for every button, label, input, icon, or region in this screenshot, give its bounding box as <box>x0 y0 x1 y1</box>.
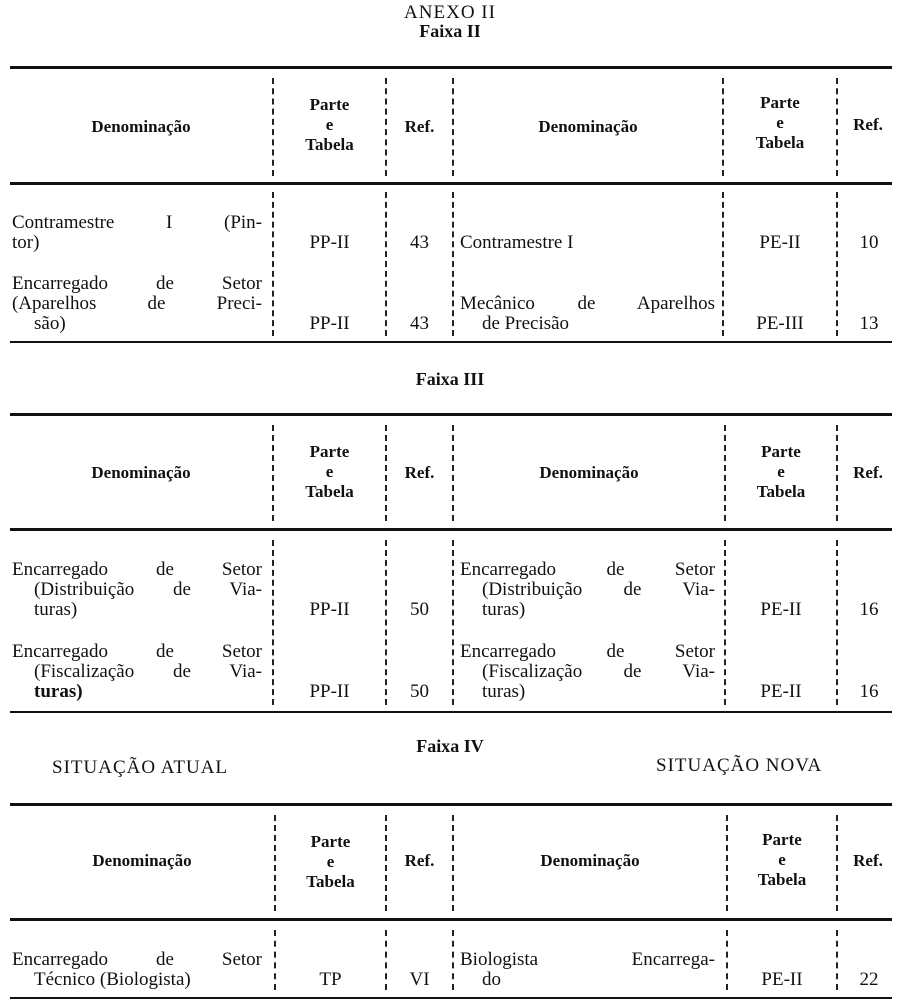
header-tabela: Tabela <box>757 870 807 889</box>
table-row <box>12 213 262 253</box>
rule-bottom <box>10 997 892 999</box>
table-row <box>460 294 715 334</box>
header-e: e <box>325 462 334 481</box>
header-denominacao: Denominação <box>540 851 640 870</box>
denominacao-text: do <box>482 969 501 990</box>
ref-cell: VI <box>409 969 430 990</box>
ref-cell: 50 <box>410 681 429 702</box>
table-row <box>12 274 262 334</box>
denominacao-text: Mecânico de Aparelhos <box>460 293 715 314</box>
denominacao-text: Encarregado de Setor <box>12 949 262 970</box>
header-e: e <box>776 113 784 132</box>
faixa-iv-title: Faixa IV <box>416 736 484 756</box>
header-parte: Parte <box>310 832 351 851</box>
faixa-ii-title: Faixa II <box>419 21 481 41</box>
denominacao-text: Encarregado de Setor <box>12 273 262 294</box>
header-tabela: Tabela <box>305 482 354 501</box>
header-denominacao: Denominação <box>538 117 638 136</box>
annex-title: ANEXO II <box>404 2 496 23</box>
denominacao-text: tor) <box>12 232 40 253</box>
header-parte: Parte <box>760 93 800 112</box>
rule-header-bottom <box>10 528 892 531</box>
table-row <box>12 950 262 990</box>
denominacao-text: turas) <box>482 599 526 620</box>
denominacao-text: (Aparelhos de Preci- <box>12 293 262 314</box>
header-parte-tabela <box>726 442 836 502</box>
table-row <box>460 642 715 702</box>
denominacao-text: turas) <box>34 599 78 620</box>
header-tabela: Tabela <box>306 872 355 891</box>
rule-header-bottom <box>10 918 892 921</box>
denominacao-text: turas) <box>34 681 83 702</box>
denominacao-text: (Distribuição de Via- <box>34 579 262 600</box>
ref-cell: 10 <box>859 232 879 253</box>
table-row <box>12 560 262 620</box>
header-parte-tabela <box>728 830 836 890</box>
header-parte-tabela <box>724 93 836 153</box>
parte-cell: PP-II <box>309 232 350 253</box>
ref-cell: 43 <box>410 313 429 334</box>
header-e: e <box>777 462 785 481</box>
column-divider <box>385 540 387 705</box>
denominacao-text: (Fiscalização de Via- <box>34 661 262 682</box>
denominacao-text: (Fiscalização de Via- <box>482 661 715 682</box>
header-ref: Ref. <box>853 115 883 134</box>
table-row <box>12 642 262 702</box>
header-e: e <box>325 115 334 134</box>
ref-cell: 43 <box>410 232 429 253</box>
header-parte: Parte <box>761 442 801 461</box>
rule-top <box>10 803 892 806</box>
header-parte-tabela <box>274 95 385 155</box>
header-ref: Ref. <box>404 851 435 870</box>
header-parte: Parte <box>309 95 350 114</box>
column-divider <box>452 930 454 990</box>
rule-header-bottom <box>10 182 892 185</box>
denominacao-text: Técnico (Biologista) <box>34 969 191 990</box>
parte-cell: PP-II <box>309 313 350 334</box>
parte-cell: PE-II <box>760 599 802 620</box>
header-denominacao: Denominação <box>91 117 191 136</box>
table-row <box>460 560 715 620</box>
denominacao-text: (Distribuição de Via- <box>482 579 715 600</box>
parte-cell: PE-II <box>761 969 803 990</box>
header-denominacao: Denominação <box>92 851 192 870</box>
rule-bottom <box>10 711 892 713</box>
header-e: e <box>778 850 786 869</box>
column-divider <box>272 540 274 705</box>
header-parte-tabela <box>274 442 385 502</box>
rule-bottom <box>10 341 892 343</box>
column-divider <box>452 192 454 336</box>
situacao-atual-label: SITUAÇÃO ATUAL <box>52 757 229 778</box>
denominacao-text: são) <box>34 313 66 334</box>
denominacao-text: Encarregado de Setor <box>12 641 262 662</box>
denominacao-text: Contramestre I (Pin- <box>12 212 262 233</box>
header-ref: Ref. <box>404 117 435 136</box>
column-divider <box>836 540 838 705</box>
header-denominacao: Denominação <box>91 463 191 482</box>
header-tabela: Tabela <box>305 135 354 154</box>
rule-top <box>10 413 892 416</box>
header-e: e <box>326 852 335 871</box>
parte-cell: TP <box>319 969 342 990</box>
parte-cell: PP-II <box>309 681 350 702</box>
rule-top <box>10 66 892 69</box>
ref-cell: 13 <box>859 313 879 334</box>
table-row <box>460 950 715 990</box>
denominacao-text: Biologista Encarrega- <box>460 949 715 970</box>
ref-cell: 22 <box>859 969 879 990</box>
header-ref: Ref. <box>404 463 435 482</box>
header-ref: Ref. <box>853 851 883 870</box>
denominacao-text: turas) <box>482 681 526 702</box>
header-parte: Parte <box>309 442 350 461</box>
parte-cell: PE-III <box>756 313 804 334</box>
parte-cell: PE-II <box>759 232 801 253</box>
faixa-iii-title: Faixa III <box>415 369 485 389</box>
header-tabela: Tabela <box>756 482 806 501</box>
ref-cell: 50 <box>410 599 429 620</box>
denominacao-text: Encarregado de Setor <box>12 559 262 580</box>
situacao-nova-label: SITUAÇÃO NOVA <box>656 755 823 776</box>
denominacao-text: Encarregado de Setor <box>460 559 715 580</box>
parte-cell: PP-II <box>309 599 350 620</box>
header-denominacao: Denominação <box>539 463 639 482</box>
column-divider <box>452 540 454 705</box>
denominacao-text: Encarregado de Setor <box>460 641 715 662</box>
header-ref: Ref. <box>853 463 883 482</box>
ref-cell: 16 <box>859 599 879 620</box>
column-divider <box>724 540 726 705</box>
denominacao-text: de Precisão <box>482 313 570 334</box>
header-tabela: Tabela <box>755 133 805 152</box>
header-parte-tabela <box>276 832 385 892</box>
header-parte: Parte <box>762 830 802 849</box>
denominacao-text: Contramestre I <box>460 232 574 253</box>
parte-cell: PE-II <box>760 681 802 702</box>
ref-cell: 16 <box>859 681 879 702</box>
